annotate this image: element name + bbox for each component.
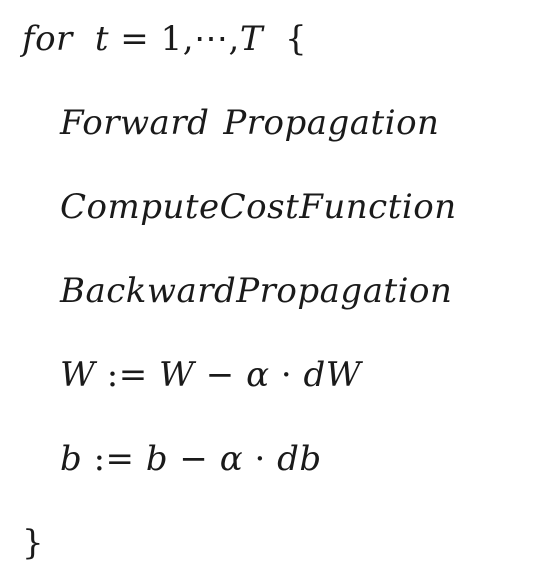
b-gradient: db bbox=[277, 439, 322, 479]
w-alpha: α bbox=[246, 355, 270, 395]
propagation-word: Propagation bbox=[223, 103, 440, 143]
loop-range: 1,⋯, bbox=[160, 19, 240, 59]
b-rhs: b bbox=[145, 439, 169, 479]
w-lhs: W bbox=[60, 355, 96, 395]
forward-propagation-step bbox=[60, 103, 440, 143]
equals-sign: = bbox=[120, 19, 150, 59]
w-dot: · bbox=[280, 355, 293, 395]
compute-cost-text: ComputeCostFunction bbox=[60, 187, 457, 227]
b-minus: − bbox=[179, 439, 209, 479]
backward-propagation-step bbox=[60, 271, 453, 311]
close-brace-glyph: } bbox=[22, 523, 45, 563]
w-rhs: W bbox=[159, 355, 195, 395]
forward-word: Forward bbox=[60, 103, 210, 143]
loop-upper-bound: T bbox=[239, 19, 264, 59]
b-lhs: b bbox=[60, 439, 83, 479]
for-keyword: for bbox=[22, 19, 73, 59]
w-gradient: dW bbox=[303, 355, 362, 395]
weight-update-step bbox=[60, 355, 362, 395]
for-loop-header bbox=[22, 19, 308, 59]
compute-cost-step bbox=[60, 187, 457, 227]
b-assign: := bbox=[93, 439, 135, 479]
b-dot: · bbox=[254, 439, 266, 479]
loop-variable: t bbox=[94, 19, 109, 59]
open-brace: { bbox=[285, 19, 308, 59]
backward-propagation-text: BackwardPropagation bbox=[60, 271, 453, 311]
bias-update-step bbox=[60, 439, 322, 479]
w-minus: − bbox=[205, 355, 235, 395]
w-assign: := bbox=[106, 355, 148, 395]
close-brace bbox=[22, 523, 45, 563]
b-alpha: α bbox=[219, 439, 244, 479]
